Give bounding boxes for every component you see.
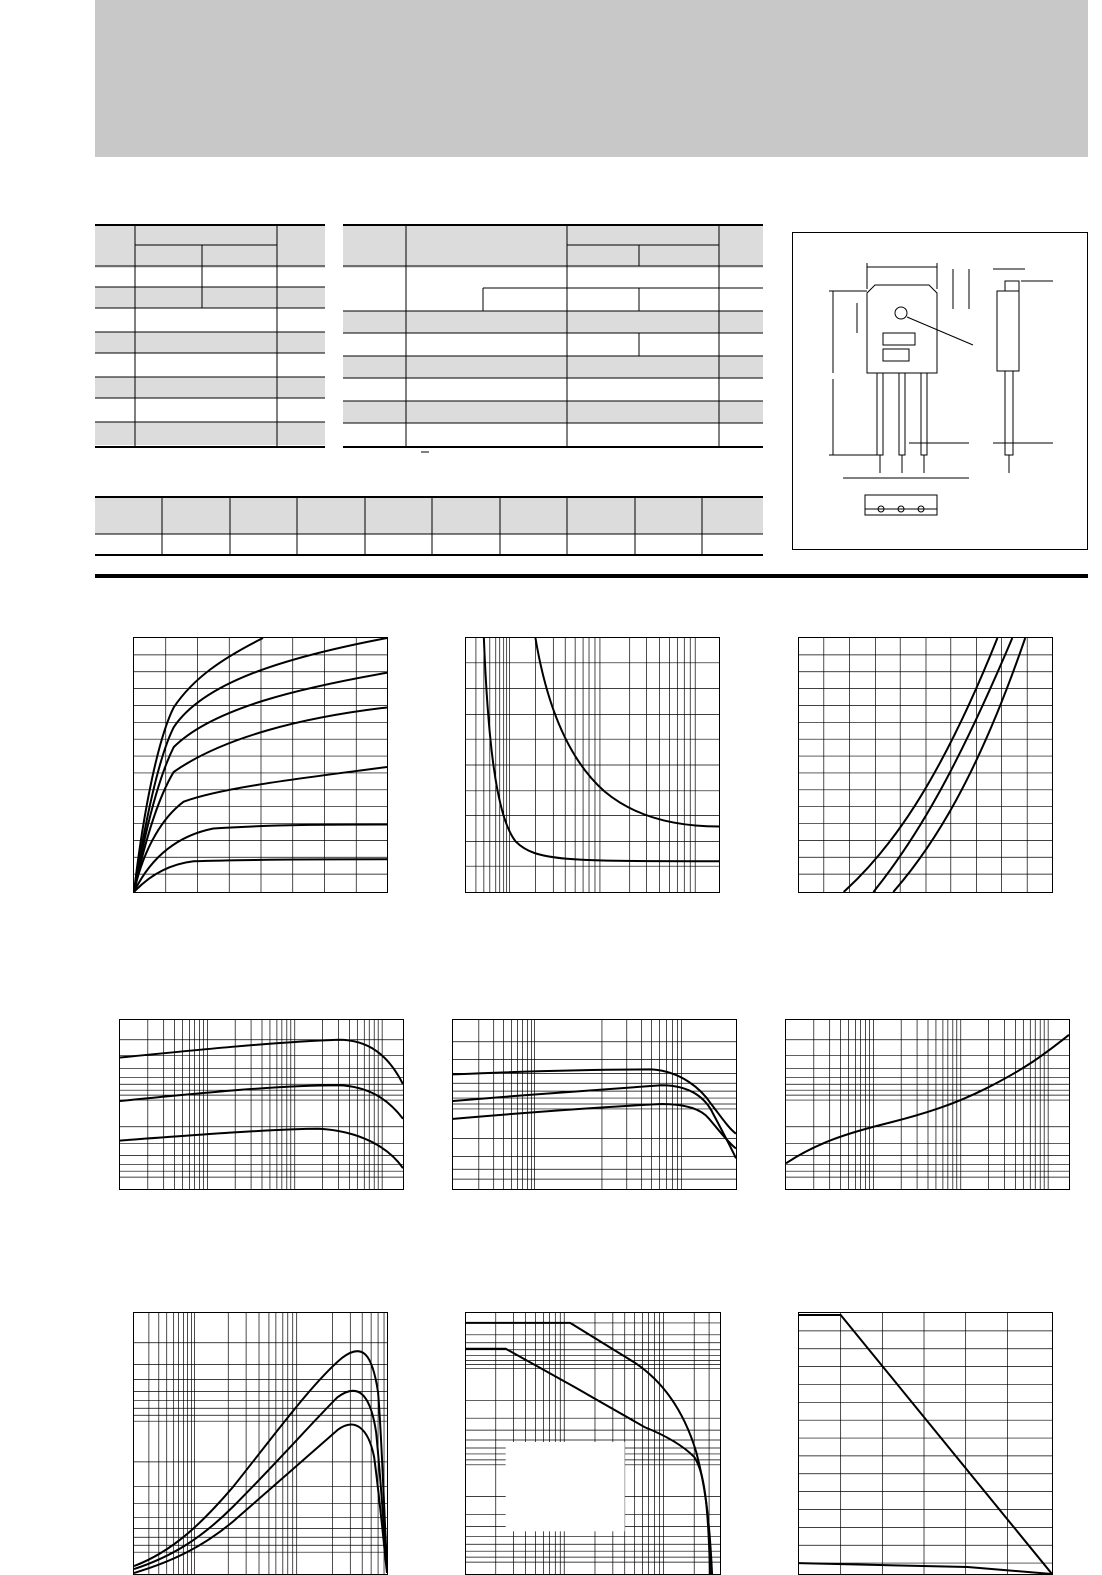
chart-2 xyxy=(465,637,720,893)
chart-8 xyxy=(465,1312,721,1575)
package-outline xyxy=(792,232,1088,550)
chart-3 xyxy=(798,637,1053,893)
characteristics-table xyxy=(343,222,767,458)
chart-4 xyxy=(119,1019,404,1190)
chart-7 xyxy=(133,1312,388,1575)
ratings-table xyxy=(95,222,327,450)
section-divider xyxy=(95,574,1088,578)
chart-6 xyxy=(785,1019,1070,1190)
package-drawing xyxy=(793,233,1089,551)
chart-5 xyxy=(452,1019,737,1190)
chart-9 xyxy=(798,1312,1053,1575)
header-band xyxy=(95,0,1088,157)
chart-1 xyxy=(133,637,388,893)
rank-table xyxy=(95,494,767,558)
